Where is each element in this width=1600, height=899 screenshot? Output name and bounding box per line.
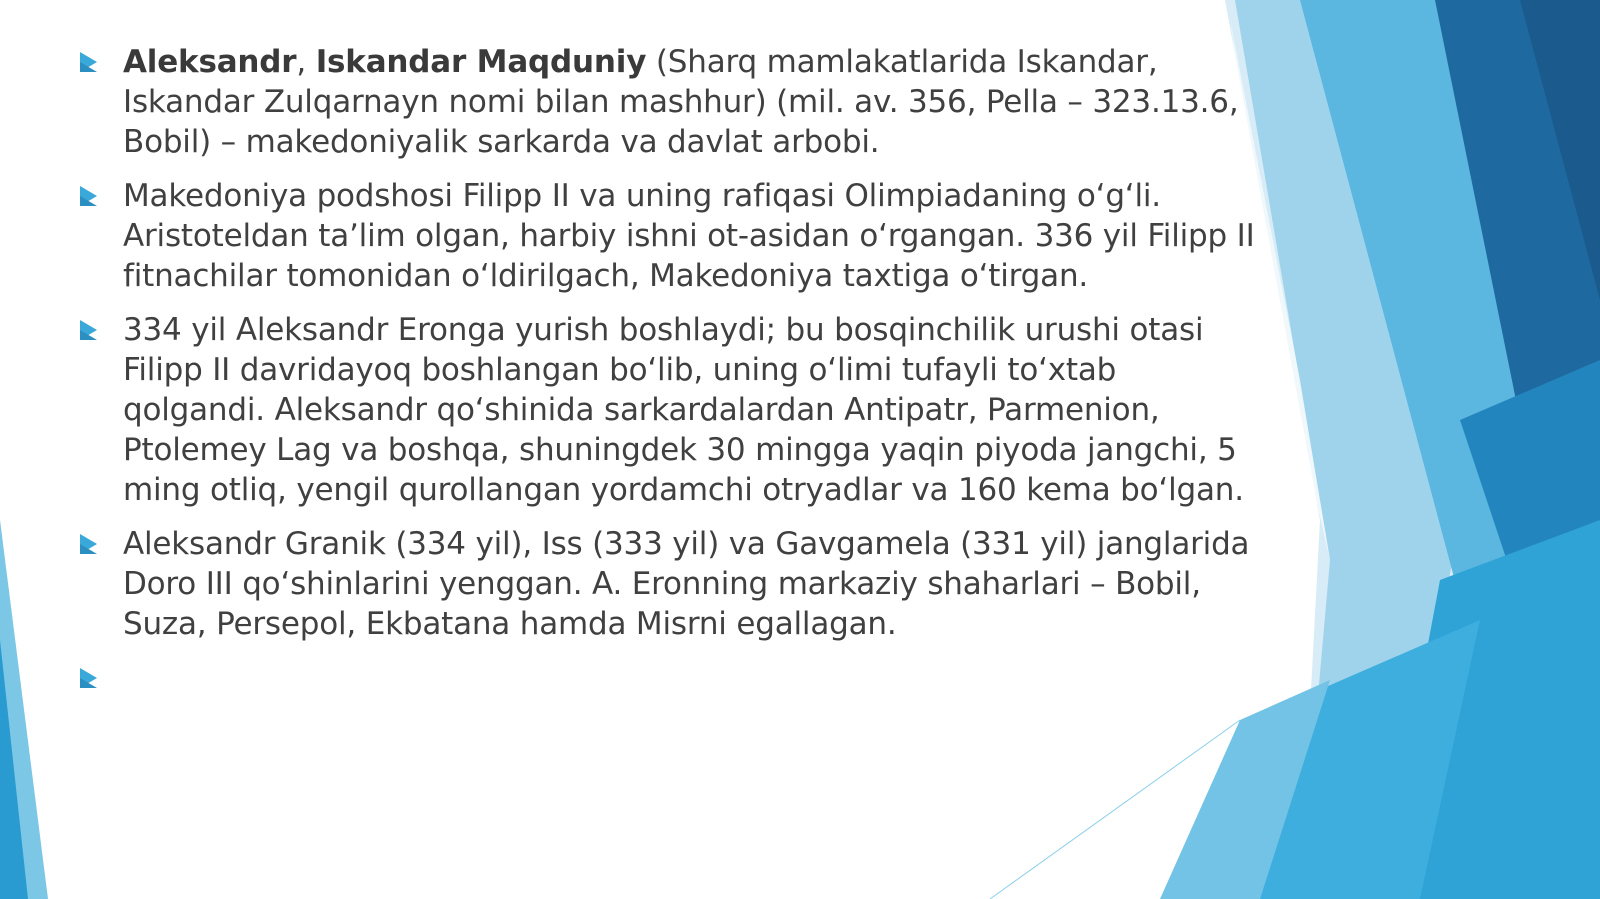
bullet-arrow-icon <box>80 534 97 554</box>
bullet-arrow-icon <box>80 52 97 72</box>
list-item <box>78 176 1258 296</box>
bold-term: Aleksandr <box>123 44 297 80</box>
bullet-arrow-icon <box>80 668 97 688</box>
bullet-list <box>78 42 1258 712</box>
list-item <box>78 310 1258 510</box>
list-item <box>78 524 1258 644</box>
bullet-text: 334 yil Aleksandr Eronga yurish boshlaydi; bu bosqinchilik urushi otasi Filipp II davridayoq boshlangan boʻlib, uning oʻlimi tufayli toʻxtab qolgandi. Aleksandr qoʻshinida sarkardalardan Antipatr, Parmenion, Ptolemey Lag va boshqa, shuningdek 30 mingga yaqin piyoda jangchi, 5 ming otliq, yengil qurollangan yordamchi otryadlar va 160 kema boʻlgan. <box>123 312 1244 508</box>
list-item <box>78 42 1258 162</box>
bullet-text: Aleksandr Granik (334 yil), Iss (333 yil) va Gavgamela (331 yil) janglarida Doro III qoʻshinlarini yenggan. A. Eronning markaziy shaharlari – Bobil, Suza, Persepol, Ekbatana hamda Misrni egallagan. <box>123 526 1250 642</box>
bullet-text: (Sharq mamlakatlarida Iskandar, Iskandar Zulqarnayn nomi bilan mashhur) (mil. av. 356, Pella – 323.13.6, Bobil) – makedoniyalik sarkarda va davlat arbobi. <box>123 44 1239 160</box>
bullet-arrow-icon <box>80 320 97 340</box>
bullet-text: Makedoniya podshosi Filipp II va uning rafiqasi Olimpiadaning oʻgʻli. Aristoteldan taʼlim olgan, harbiy ishni ot-asidan oʻrgangan. 336 yil Filipp II fitnachilar tomonidan oʻldirilgach, Makedoniya taxtiga oʻtirgan. <box>123 178 1255 294</box>
bullet-arrow-icon <box>80 186 97 206</box>
separator: , <box>296 44 316 80</box>
list-item-empty <box>78 658 1258 698</box>
bold-term: Iskandar Maqduniy <box>315 44 647 80</box>
